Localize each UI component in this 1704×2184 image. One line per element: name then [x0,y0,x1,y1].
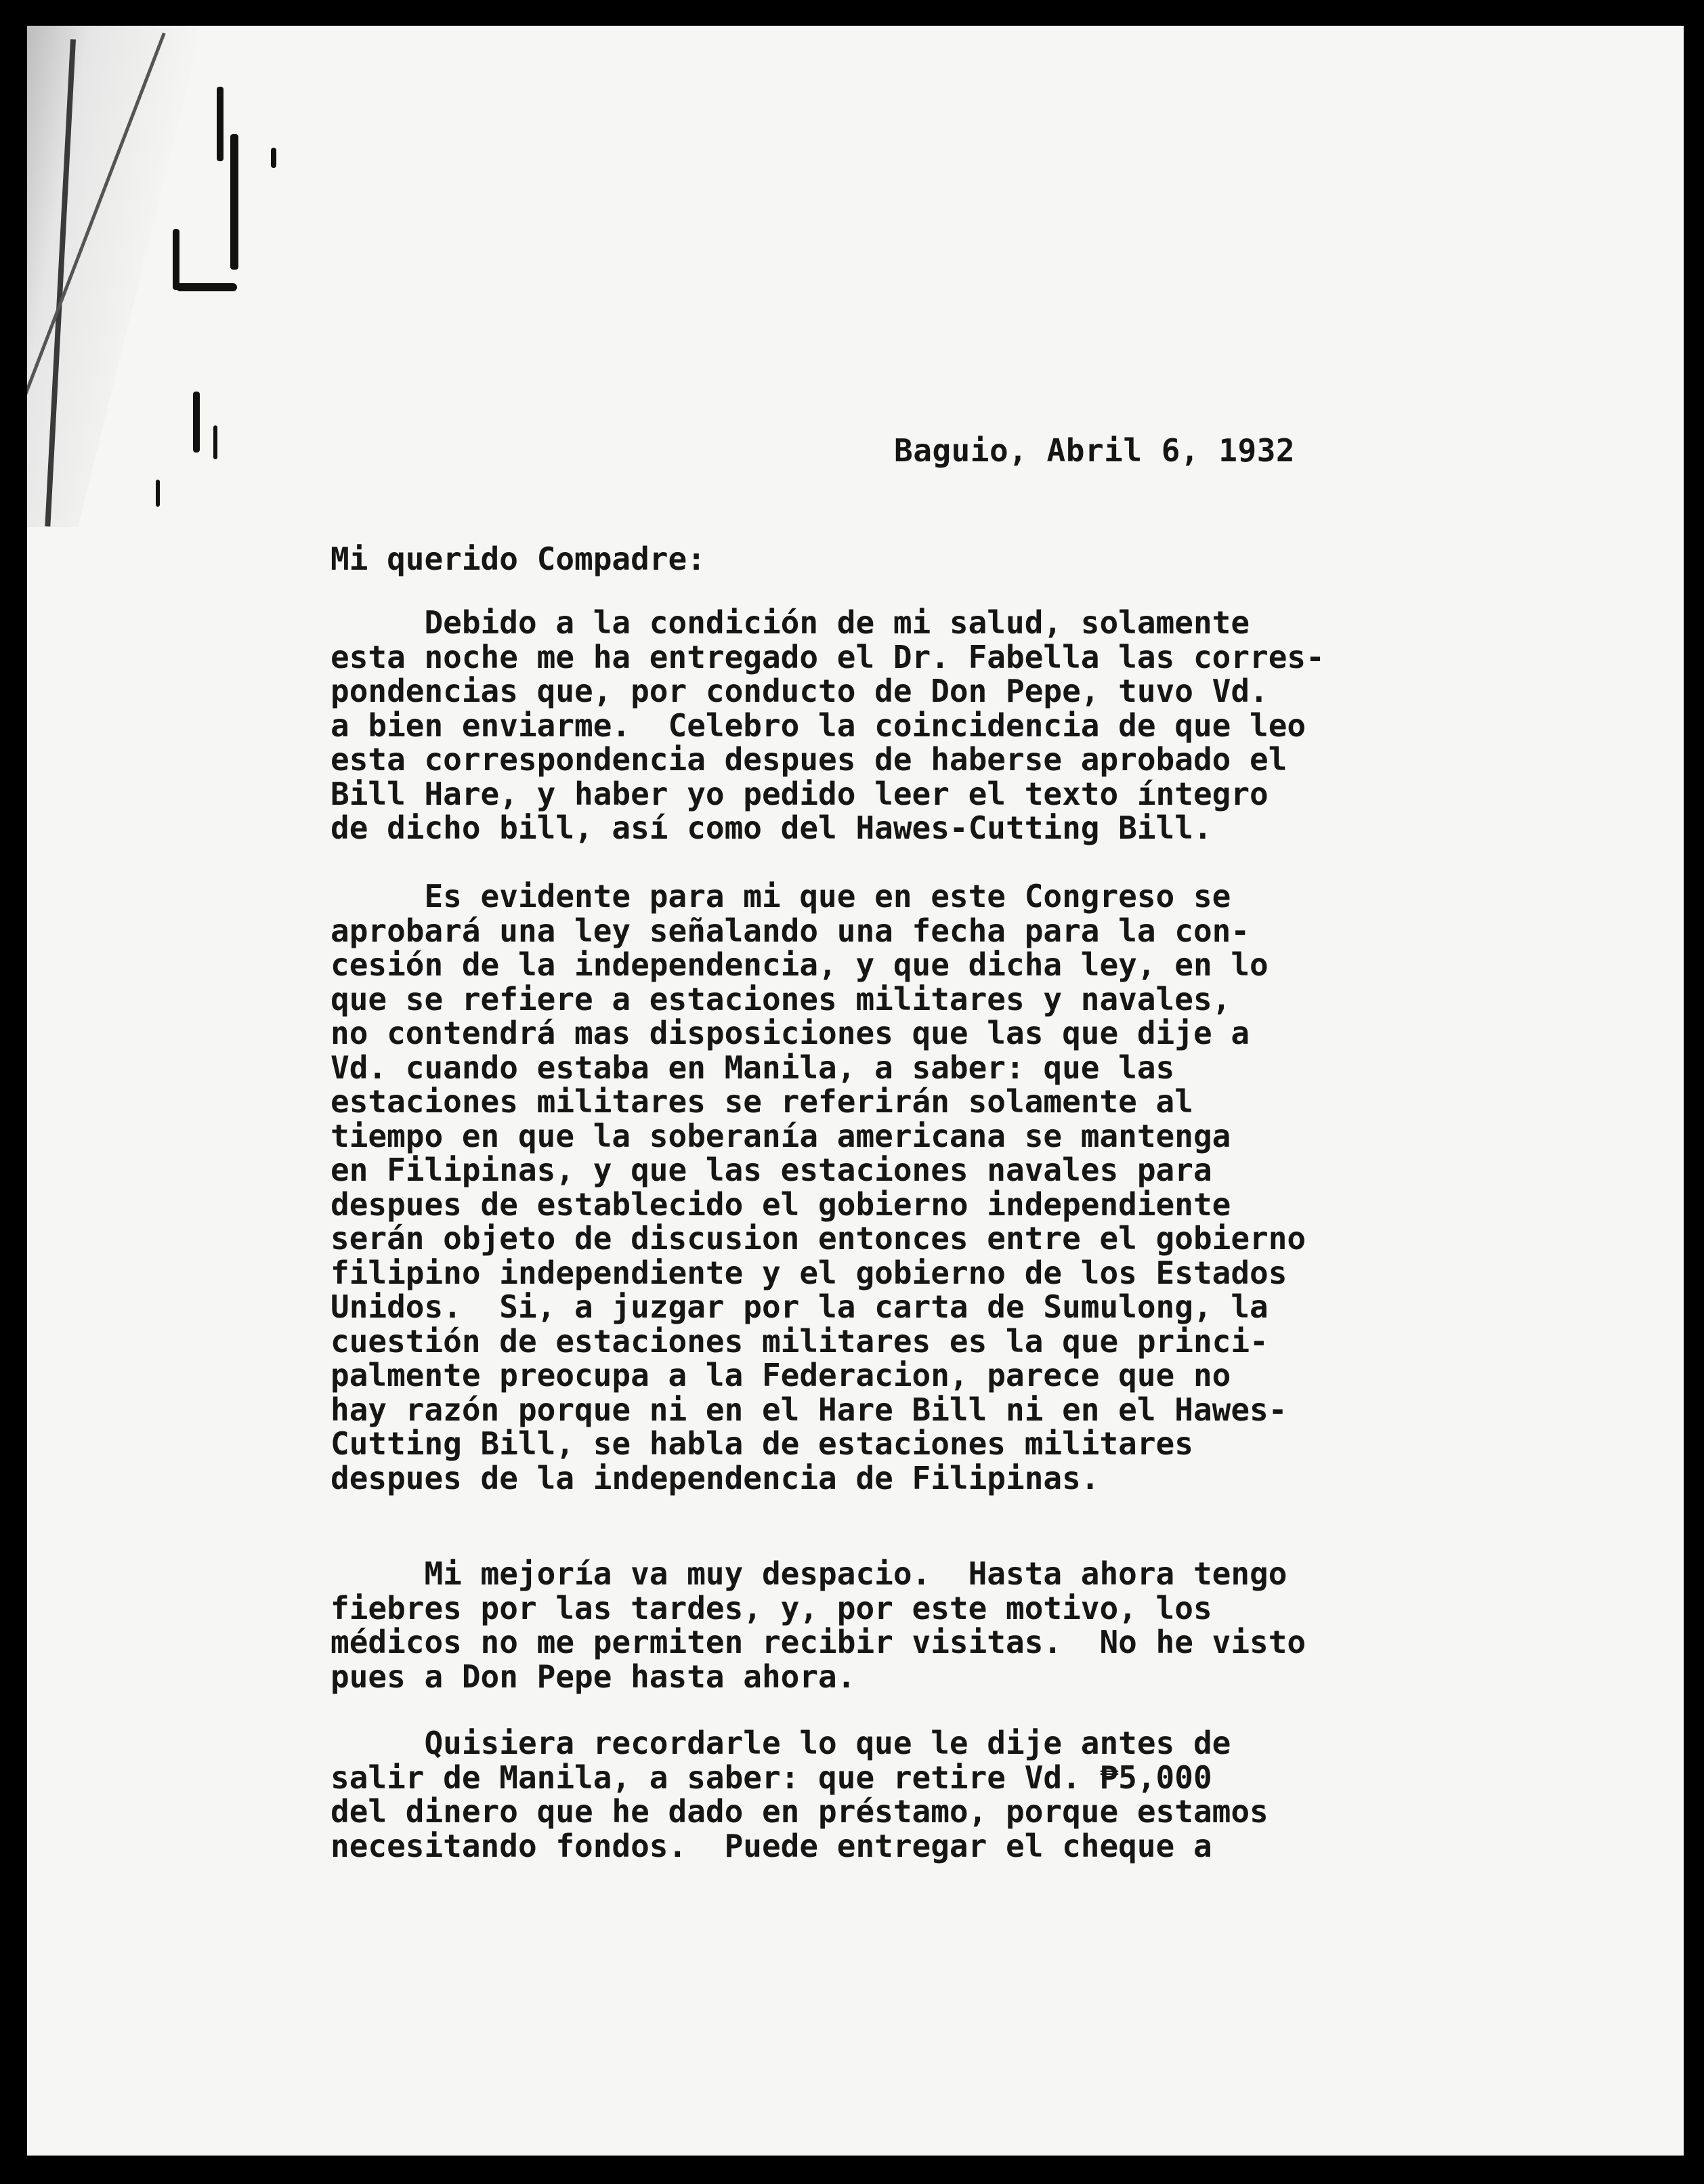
text-line: fiebres por las tardes, y, por este motivo, los [331,1589,1212,1626]
text-line: Cutting Bill, se habla de estaciones militares [331,1425,1193,1462]
text-line: de dicho bill, así como del Hawes-Cutting Bill. [331,810,1212,846]
text-line: pues a Don Pepe hasta ahora. [331,1658,856,1695]
text-line: cuestión de estaciones militares es la que princi- [331,1322,1269,1360]
paragraph-1 [331,606,1325,845]
text-line: salir de Manila, a saber: que retire Vd. ₱5,000 [331,1759,1212,1796]
text-line: tiempo en que la soberanía americana se mantenga [331,1117,1231,1154]
text-line: aprobará una ley señalando una fecha para la con- [331,912,1250,949]
text-line: esta correspondencia despues de haberse aprobado el [331,741,1287,778]
text-line: en Filipinas, y que las estaciones navales para [331,1152,1212,1188]
text-line: Es evidente para mi que en este Congreso se [331,878,1231,915]
text-line: despues de la independencia de Filipinas. [331,1459,1100,1496]
text-line: Vd. cuando estaba en Manila, a saber: que las [331,1049,1175,1086]
text-line: Bill Hare, y haber yo pedido leer el texto íntegro [331,775,1269,812]
text-line: filipino independiente y el gobierno de los Estados [331,1254,1287,1291]
text-line: Unidos. Si, a juzgar por la carta de Sumulong, la [331,1288,1269,1325]
text-line: despues de establecido el gobierno independiente [331,1185,1231,1223]
text-line: cesión de la independencia, y que dicha ley, en lo [331,946,1269,983]
text-line: del dinero que he dado en préstamo, porque estamos [331,1793,1269,1830]
letter-sheet [27,26,1684,2156]
text-line: Debido a la condición de mi salud, solamente [331,604,1250,641]
paragraph-3 [331,1557,1306,1694]
text-line: médicos no me permiten recibir visitas. No he visto [331,1624,1306,1660]
paragraph-2 [331,879,1306,1495]
letter-salutation: Mi querido Compadre: [331,541,706,577]
text-line: que se refiere a estaciones militares y navales, [331,980,1231,1017]
text-line: necesitando fondos. Puede entregar el cheque a [331,1827,1212,1864]
text-line: no contendrá mas disposiciones que las que dije a [331,1015,1250,1051]
text-line: estaciones militares se referirán solamente al [331,1083,1193,1120]
text-line: pondencias que, por conducto de Don Pepe, tuvo Vd. [331,673,1269,709]
text-line: Mi mejoría va muy despacio. Hasta ahora tengo [331,1555,1287,1592]
text-line: serán objeto de discusion entonces entre el gobierno [331,1220,1306,1257]
paragraph-4 [331,1726,1269,1863]
text-line: hay razón porque ni en el Hare Bill ni en el Hawes- [331,1391,1287,1428]
text-line: Quisiera recordarle lo que le dije antes de [331,1725,1231,1761]
text-line: esta noche me ha entregado el Dr. Fabella las corres- [331,638,1325,675]
letter-body [27,26,1684,2156]
text-line: a bien enviarme. Celebro la coincidencia de que leo [331,707,1306,744]
letter-date: Baguio, Abril 6, 1932 [894,432,1296,469]
text-line: palmente preocupa a la Federacion, parece que no [331,1357,1231,1393]
